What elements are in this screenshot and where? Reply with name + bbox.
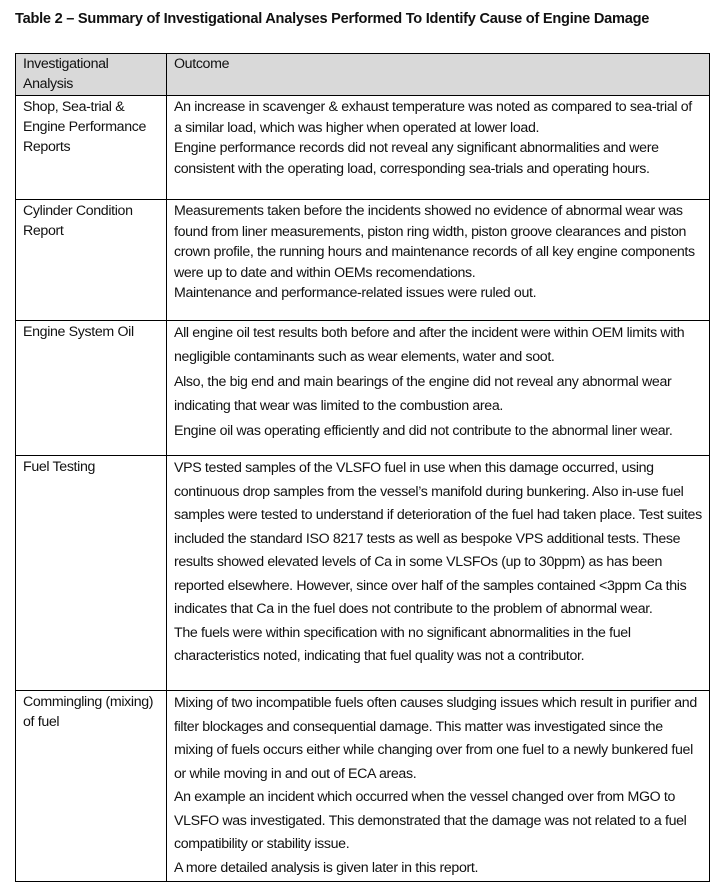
outcome-paragraph: An increase in scavenger & exhaust temperature was noted as compared to sea-trial of a similar load, which was higher when operated at lower load. <box>174 99 692 136</box>
analysis-cell: Commingling (mixing) of fuel <box>16 691 167 882</box>
outcome-cell <box>167 456 710 691</box>
outcome-paragraph: Engine oil was operating efficiently and did not contribute to the abnormal liner wear. <box>174 423 673 439</box>
outcome-cell <box>167 321 710 456</box>
outcome-cell <box>167 691 710 882</box>
table-title: Table 2 – Summary of Investigational Analyses Performed To Identify Cause of Engine Damage <box>15 11 650 27</box>
table-row <box>16 96 710 200</box>
column-header-outcome: Outcome <box>167 54 710 96</box>
outcome-paragraph: Mixing of two incompatible fuels often causes sludging issues which result in purifier and filter blockages and consequential damage. This matter was investigated since the mixing of fuels occurs either while changing over from one fuel to a newly bunkered fuel or while moving in and out of ECA areas. <box>174 695 697 782</box>
outcome-paragraph: Measurements taken before the incidents showed no evidence of abnormal wear was found from liner measurements, piston ring width, piston groove clearances and piston crown profile, the running hours and maintenance records of all key engine components were up to date and within OEMs recomendations. <box>174 203 695 281</box>
outcome-paragraph: A more detailed analysis is given later in this report. <box>174 859 479 876</box>
outcome-paragraph: All engine oil test results both before and after the incident were within OEM limits with negligible contaminants such as wear elements, water and soot. <box>174 325 685 365</box>
analysis-cell: Engine System Oil <box>16 321 167 456</box>
table-row <box>16 321 710 456</box>
table-row <box>16 691 710 882</box>
outcome-paragraph: Engine performance records did not reveal any significant abnormalities and were consistent with the operating load, corresponding sea-trials and operating hours. <box>174 140 659 177</box>
analysis-cell: Cylinder Condition Report <box>16 200 167 321</box>
outcome-paragraph: Also, the big end and main bearings of the engine did not reveal any abnormal wear indicating that wear was limited to the combustion area. <box>174 374 672 414</box>
table-row <box>16 456 710 691</box>
investigational-analyses-table <box>15 53 710 882</box>
outcome-paragraph: An example an incident which occurred when the vessel changed over from MGO to VLSFO was investigated. This demonstrated that the damage was not related to a fuel compatibility or stability issue. <box>174 789 687 852</box>
outcome-paragraph: VPS tested samples of the VLSFO fuel in use when this damage occurred, using continuous drop samples from the vessel’s manifold during bunkering. Also in-use fuel samples were tested to understand if deterioration of the fuel had taken place. Test suites included the standard ISO 8217 tests as well as bespoke VPS additional tests. These results showed elevated levels of Ca in some VLSFOs (up to 30ppm) as has been reported elsewhere. However, since over half of the samples contained <3ppm Ca this indicates that Ca in the fuel does not contribute to the problem of abnormal wear. <box>174 460 702 617</box>
column-header-analysis: Investigational Analysis <box>16 54 167 96</box>
analysis-cell: Fuel Testing <box>16 456 167 691</box>
outcome-paragraph: Maintenance and performance-related issues were ruled out. <box>174 285 537 301</box>
table-header-row <box>16 54 710 96</box>
outcome-cell <box>167 200 710 321</box>
analysis-cell: Shop, Sea-trial & Engine Performance Reports <box>16 96 167 200</box>
outcome-paragraph: The fuels were within specification with no significant abnormalities in the fuel characteristics noted, indicating that fuel quality was not a contributor. <box>174 624 631 664</box>
outcome-cell <box>167 96 710 200</box>
table-row <box>16 200 710 321</box>
